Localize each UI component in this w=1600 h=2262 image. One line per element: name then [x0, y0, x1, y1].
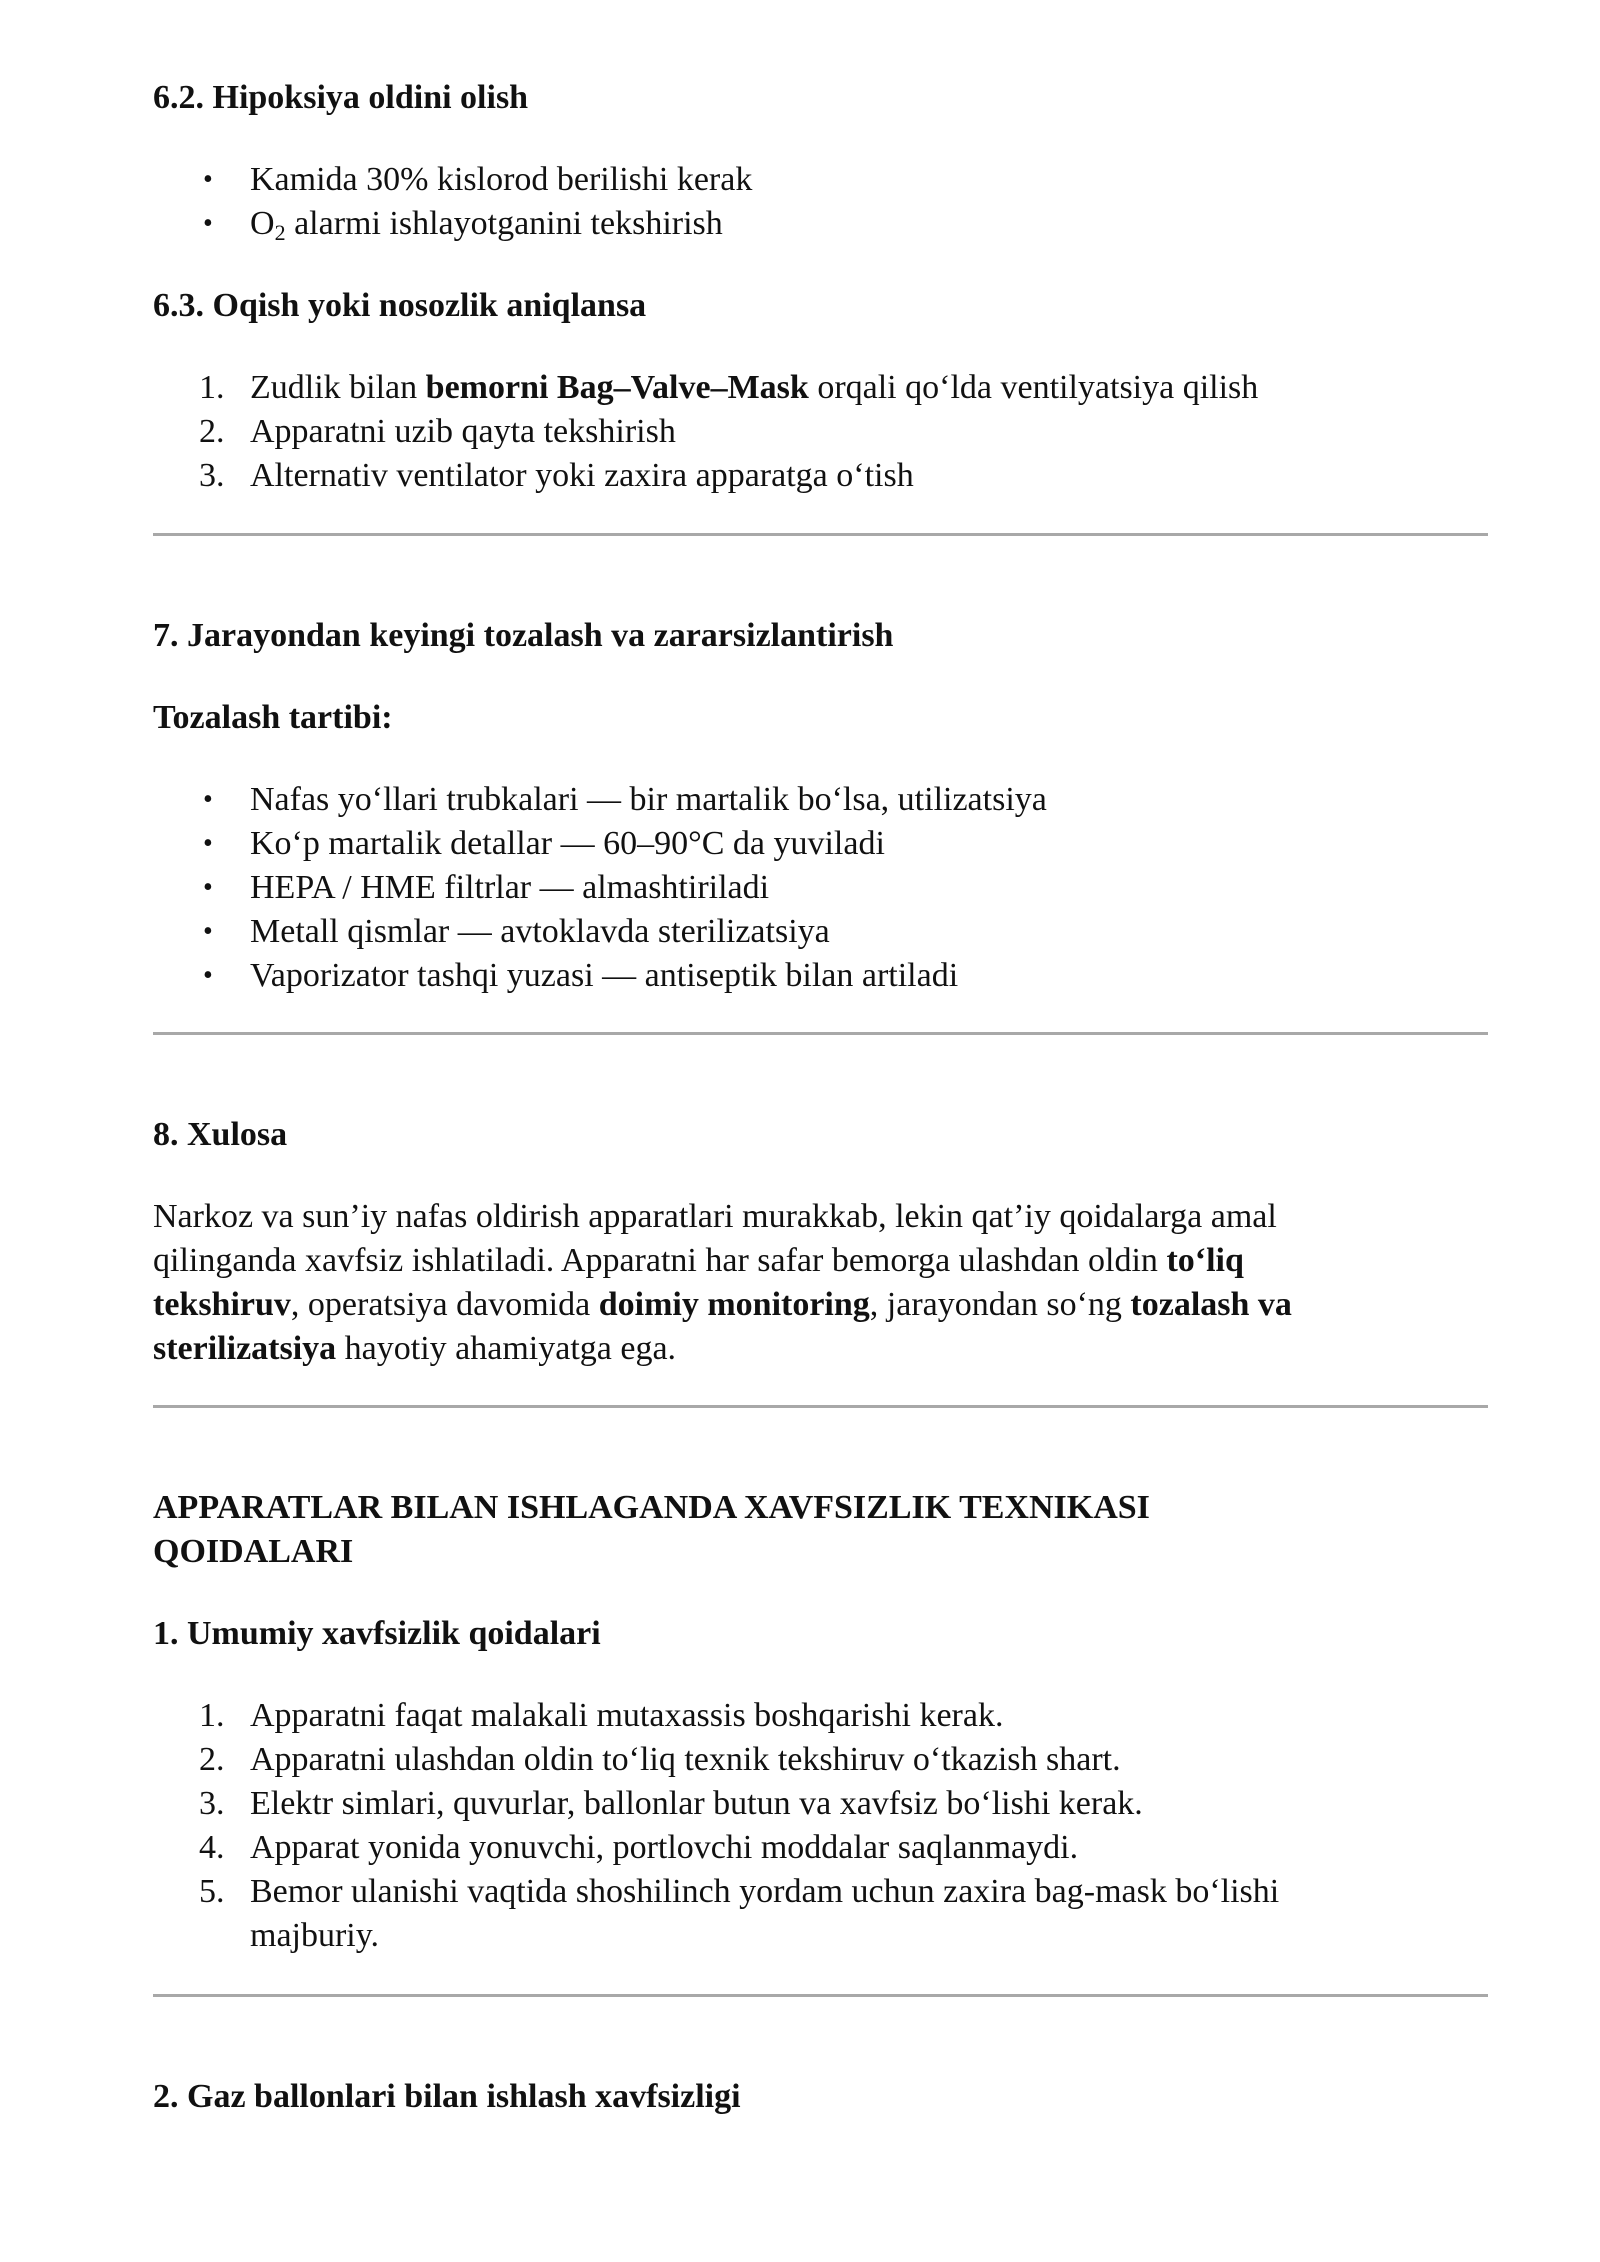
list-number: 2. — [199, 1741, 225, 1778]
bullet-marker: • — [203, 208, 213, 239]
list-item-text: HEPA / HME filtrlar — almashtiriladi — [250, 869, 770, 906]
list-item-text — [250, 202, 723, 246]
text-run: , jarayondan so‘ng — [869, 1286, 1131, 1323]
list-item-text: Alternativ ventilator yoki zaxira apparatga o‘tish — [250, 457, 914, 494]
safety-title-line-2: QOIDALARI — [153, 1533, 354, 1570]
list-item-text: Apparatni ulashdan oldin to‘liq texnik tekshiruv o‘tkazish shart. — [250, 1741, 1121, 1778]
safety-title-line-1: APPARATLAR BILAN ISHLAGANDA XAVFSIZLIK TEXNIKASI — [153, 1489, 1150, 1526]
section-7-subheading: Tozalash tartibi: — [153, 699, 393, 736]
bold-run: to‘liq — [1166, 1242, 1244, 1279]
horizontal-rule — [153, 1405, 1488, 1408]
list-item-text — [250, 366, 1258, 410]
section-7-heading: 7. Jarayondan keyingi tozalash va zararsizlantirish — [153, 617, 894, 654]
text-run: qilinganda xavfsiz ishlatiladi. Apparatni har safar bemorga ulashdan oldin — [153, 1242, 1167, 1279]
list-item-text: majburiy. — [250, 1917, 380, 1954]
bullet-marker: • — [203, 960, 213, 991]
list-item-text: Nafas yo‘llari trubkalari — bir martalik bo‘lsa, utilizatsiya — [250, 781, 1047, 818]
list-item-text: Kamida 30% kislorod berilishi kerak — [250, 161, 753, 198]
section-6-3-heading: 6.3. Oqish yoki nosozlik aniqlansa — [153, 287, 647, 324]
text-run: hayotiy ahamiyatga ega. — [336, 1330, 677, 1367]
safety-section-1-heading: 1. Umumiy xavfsizlik qoidalari — [153, 1615, 601, 1652]
section-6-2-heading: 6.2. Hipoksiya oldini olish — [153, 79, 529, 116]
paragraph-line: Narkoz va sun’iy nafas oldirish apparatlari murakkab, lekin qat’iy qoidalarga amal — [153, 1198, 1277, 1235]
list-item-text: Bemor ulanishi vaqtida shoshilinch yordam uchun zaxira bag-mask bo‘lishi — [250, 1873, 1280, 1910]
bold-run: tozalash va — [1130, 1286, 1292, 1323]
paragraph-line — [153, 1327, 676, 1371]
bullet-marker: • — [203, 828, 213, 859]
horizontal-rule — [153, 1994, 1488, 1997]
paragraph-line — [153, 1283, 1292, 1327]
bold-run: sterilizatsiya — [153, 1330, 337, 1367]
bullet-marker: • — [203, 164, 213, 195]
safety-section-2-heading: 2. Gaz ballonlari bilan ishlash xavfsizligi — [153, 2078, 741, 2115]
o2-subscript: 2 — [274, 220, 286, 245]
bullet-marker: • — [203, 916, 213, 947]
list-item-text: Apparat yonida yonuvchi, portlovchi moddalar saqlanmaydi. — [250, 1829, 1079, 1866]
list-number: 2. — [199, 413, 225, 450]
bold-run: doimiy monitoring — [598, 1286, 870, 1323]
horizontal-rule — [153, 533, 1488, 536]
list-number: 5. — [199, 1873, 225, 1910]
bold-run: bemorni Bag–Valve–Mask — [425, 369, 809, 406]
list-item-text: Metall qismlar — avtoklavda sterilizatsiya — [250, 913, 830, 950]
list-item-text: Vaporizator tashqi yuzasi — antiseptik bilan artiladi — [250, 957, 959, 994]
text-run: , operatsiya davomida — [290, 1286, 599, 1323]
text-run: orqali qo‘lda ventilyatsiya qilish — [808, 369, 1259, 406]
list-item-text: Apparatni uzib qayta tekshirish — [250, 413, 676, 450]
bullet-marker: • — [203, 872, 213, 903]
list-item-text: Elektr simlari, quvurlar, ballonlar butun va xavfsiz bo‘lishi kerak. — [250, 1785, 1143, 1822]
section-8-heading: 8. Xulosa — [153, 1116, 288, 1153]
list-item-text: Ko‘p martalik detallar — 60–90°C da yuviladi — [250, 825, 885, 862]
list-number: 3. — [199, 457, 225, 494]
text-run: Zudlik bilan — [250, 369, 426, 406]
o2-alarm-text: alarmi ishlayotganini tekshirish — [285, 205, 723, 242]
bullet-marker: • — [203, 784, 213, 815]
o2-symbol: O — [250, 205, 275, 242]
horizontal-rule — [153, 1032, 1488, 1035]
list-number: 4. — [199, 1829, 225, 1866]
list-number: 1. — [199, 1697, 225, 1734]
list-number: 1. — [199, 369, 225, 406]
list-item-text: Apparatni faqat malakali mutaxassis boshqarishi kerak. — [250, 1697, 1004, 1734]
list-number: 3. — [199, 1785, 225, 1822]
paragraph-line — [153, 1239, 1244, 1283]
bold-run: tekshiruv — [153, 1286, 291, 1323]
